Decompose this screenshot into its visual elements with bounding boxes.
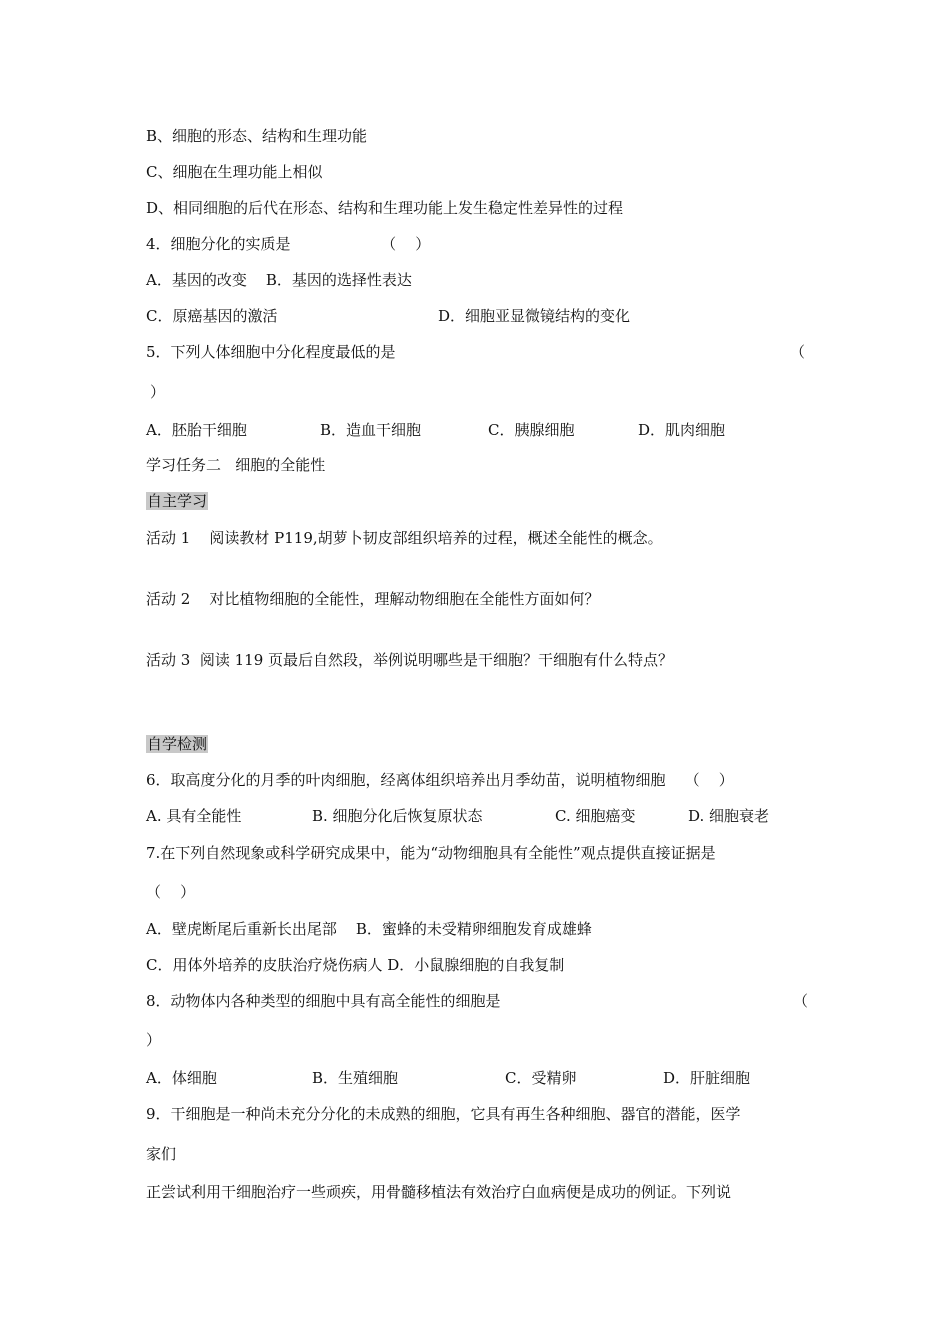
option-d-line: D、相同细胞的后代在形态、结构和生理功能上发生稳定性差异性的过程 <box>146 199 624 217</box>
question-6-option-c: C. 细胞癌变 <box>555 807 636 825</box>
question-8-paren-close: ） <box>146 1031 162 1049</box>
question-8-option-a: A．体细胞 <box>146 1069 217 1087</box>
question-9-continued-2: 正尝试利用干细胞治疗一些顽疾，用骨髓移植法有效治疗白血病便是成功的例证。下列说 <box>146 1183 732 1201</box>
question-7-options-ab: A．壁虎断尾后重新长出尾部 B．蜜蜂的未受精卵细胞发育成雄蜂 <box>146 920 592 938</box>
self-study-tag <box>146 491 208 511</box>
option-c-line: C、细胞在生理功能上相似 <box>146 163 323 181</box>
question-6-option-b: B. 细胞分化后恢复原状态 <box>312 807 483 825</box>
question-6: 6．取高度分化的月季的叶肉细胞，经离体组织培养出月季幼苗，说明植物细胞 （ ） <box>146 771 734 789</box>
question-7: 7.在下列自然现象或科学研究成果中，能为“动物细胞具有全能性”观点提供直接证据是 <box>146 844 716 862</box>
question-5-option-c: C．胰腺细胞 <box>488 421 575 439</box>
question-4-option-d: D．细胞亚显微镜结构的变化 <box>438 307 631 325</box>
self-study-label: 自主学习 <box>147 492 208 510</box>
question-4-options-ab: A．基因的改变 B．基因的选择性表达 <box>146 271 412 289</box>
question-7-paren: （ ） <box>146 883 196 901</box>
question-5-option-b: B．造血干细胞 <box>320 421 422 439</box>
question-4: 4．细胞分化的实质是 （ ） <box>146 235 431 253</box>
question-5-paren-close: ） <box>150 383 166 401</box>
question-8: 8．动物体内各种类型的细胞中具有高全能性的细胞是 <box>146 992 501 1010</box>
self-test-label: 自学检测 <box>147 735 208 753</box>
question-8-option-d: D．肝脏细胞 <box>663 1069 751 1087</box>
question-5-paren-open: （ <box>790 343 806 361</box>
question-5: 5．下列人体细胞中分化程度最低的是 <box>146 343 396 361</box>
question-8-paren-open: （ <box>793 992 809 1010</box>
task-2-heading: 学习任务二 细胞的全能性 <box>146 456 326 474</box>
question-9: 9．干细胞是一种尚未充分分化的未成熟的细胞，它具有再生各种细胞、器官的潜能，医学 <box>146 1105 741 1123</box>
activity-2: 活动 2 对比植物细胞的全能性，理解动物细胞在全能性方面如何？ <box>146 590 600 608</box>
question-8-option-b: B．生殖细胞 <box>312 1069 399 1087</box>
question-6-option-d: D. 细胞衰老 <box>688 807 770 825</box>
question-5-option-a: A．胚胎干细胞 <box>146 421 247 439</box>
question-6-option-a: A. 具有全能性 <box>146 807 242 825</box>
activity-3: 活动 3 阅读 119 页最后自然段，举例说明哪些是干细胞？干细胞有什么特点？ <box>146 651 674 669</box>
question-8-option-c: C．受精卵 <box>505 1069 577 1087</box>
question-5-option-d: D．肌肉细胞 <box>638 421 726 439</box>
option-b-line: B、细胞的形态、结构和生理功能 <box>146 127 368 145</box>
question-4-option-c: C．原癌基因的激活 <box>146 307 278 325</box>
question-9-continued: 家们 <box>146 1145 177 1163</box>
activity-1: 活动 1 阅读教材 P119,胡萝卜韧皮部组织培养的过程，概述全能性的概念。 <box>146 529 663 547</box>
question-7-options-cd: C．用体外培养的皮肤治疗烧伤病人 D．小鼠腺细胞的自我复制 <box>146 956 565 974</box>
self-test-tag <box>146 734 208 754</box>
